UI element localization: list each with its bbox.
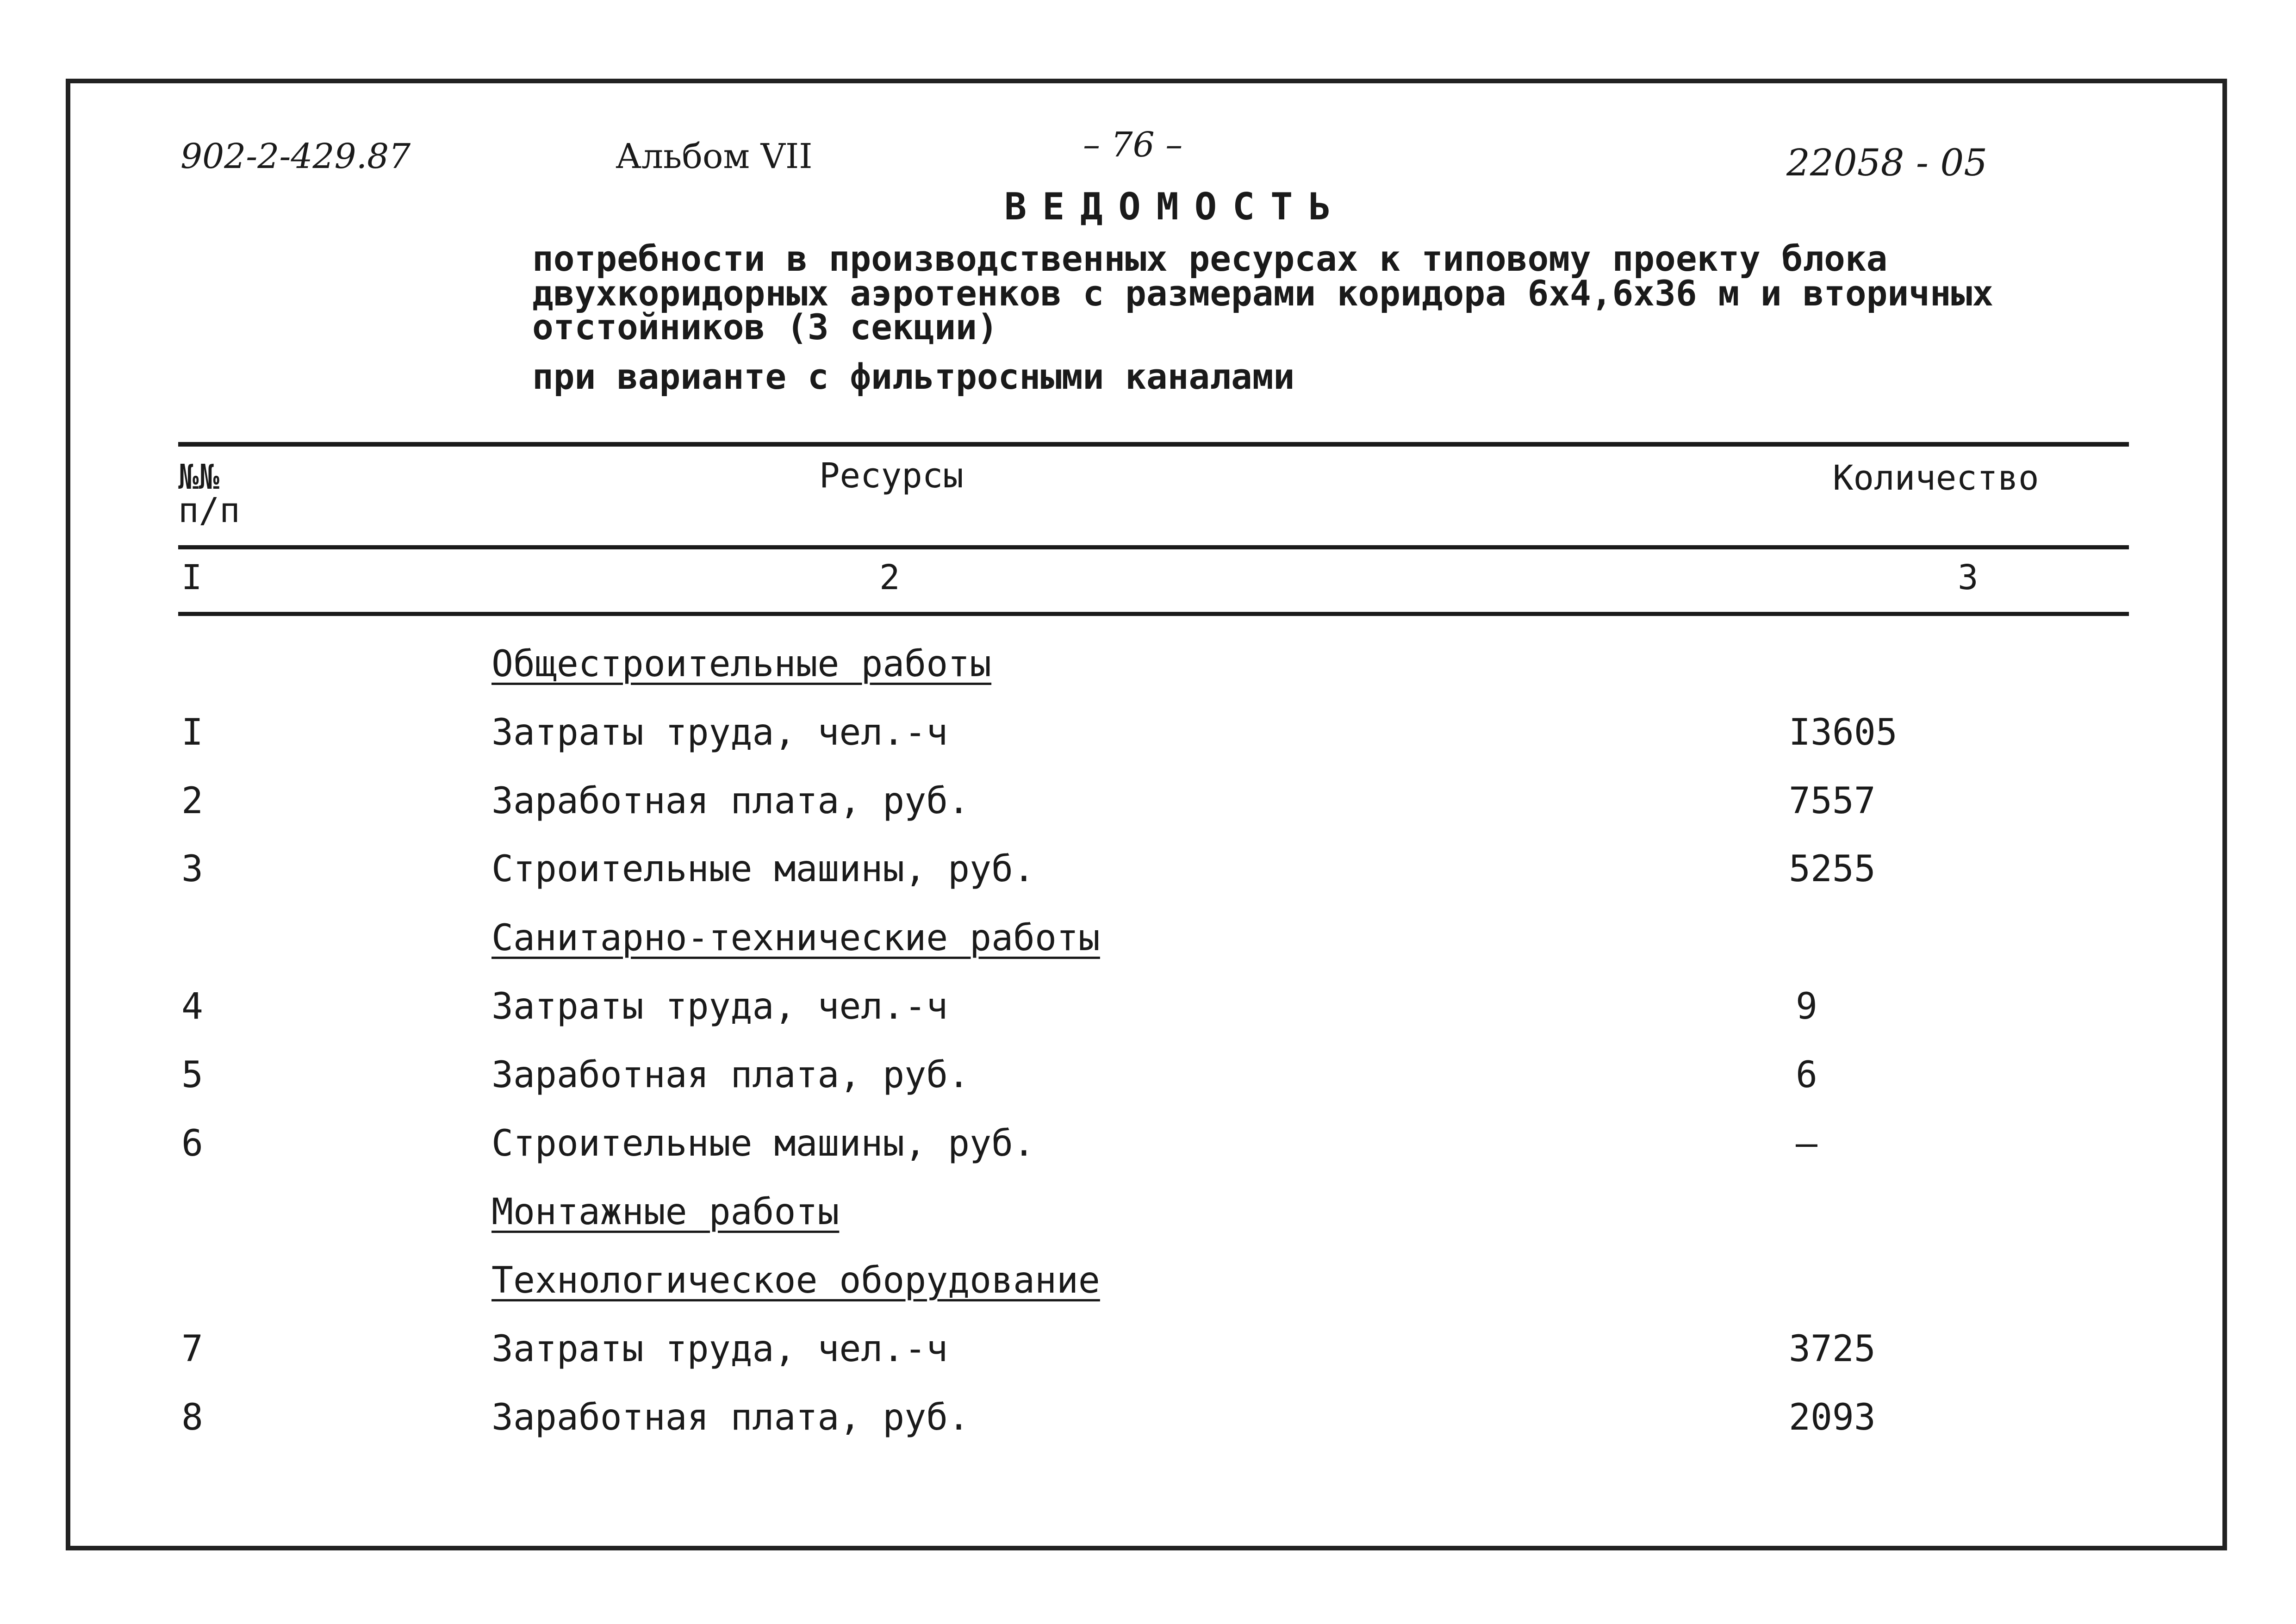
- col-num-header-line1: №№: [178, 457, 220, 497]
- row-quantity: 2093: [1789, 1397, 1876, 1438]
- row-number: 7: [181, 1328, 203, 1370]
- row-number: 3: [181, 848, 203, 890]
- col-num-header-line2: п/п: [178, 491, 240, 530]
- row-number: 6: [181, 1123, 203, 1164]
- row-resource: Строительные машины, руб.: [492, 1123, 1035, 1164]
- col-number-3: 3: [1958, 558, 1979, 597]
- row-quantity: 7557: [1789, 780, 1876, 822]
- document-title: ВЕДОМОСТЬ: [1004, 185, 1347, 228]
- row-quantity: –: [1796, 1123, 1817, 1164]
- row-quantity: 9: [1796, 986, 1817, 1027]
- subtitle-line-3: отстойников (3 секции): [532, 306, 998, 348]
- row-number: 2: [181, 780, 203, 822]
- row-resource: Затраты труда, чел.-ч: [492, 1328, 948, 1370]
- table-numbers-rule: [178, 612, 2129, 616]
- row-number: 5: [181, 1054, 203, 1096]
- row-number: I: [181, 712, 203, 753]
- variant-line: при варианте с фильтросными каналами: [532, 356, 1295, 397]
- row-quantity: 6: [1796, 1054, 1817, 1096]
- sheet-code: 22058 - 05: [1786, 141, 1988, 184]
- row-quantity: 5255: [1789, 848, 1876, 890]
- section-subtitle: Технологическое оборудование: [492, 1260, 1100, 1301]
- row-resource: Затраты труда, чел.-ч: [492, 712, 948, 753]
- album-label: Альбом VII: [616, 137, 813, 176]
- doc-number: 902-2-429.87: [180, 137, 411, 176]
- col-number-2: 2: [879, 558, 900, 597]
- subtitle-line-2: двухкоридорных аэротенков с размерами коридора 6х4,6х36 м и вторичных: [532, 273, 1994, 314]
- row-resource: Заработная плата, руб.: [492, 780, 970, 822]
- section-title: Общестроительные работы: [492, 643, 992, 685]
- section-title: Санитарно-технические работы: [492, 917, 1100, 959]
- row-quantity: 3725: [1789, 1328, 1876, 1370]
- row-quantity: I3605: [1789, 712, 1898, 753]
- col-num-header: [178, 457, 240, 530]
- table-top-rule: [178, 442, 2129, 447]
- table-header-rule: [178, 545, 2129, 549]
- col-quantity-header: Количество: [1833, 458, 2039, 498]
- subtitle-line-1: потребности в производственных ресурсах к типовому проекту блока: [532, 238, 1888, 279]
- section-title: Монтажные работы: [492, 1191, 840, 1233]
- col-number-1: I: [181, 558, 202, 597]
- row-resource: Заработная плата, руб.: [492, 1397, 970, 1438]
- row-resource: Строительные машины, руб.: [492, 848, 1035, 890]
- row-resource: Затраты труда, чел.-ч: [492, 986, 948, 1027]
- col-resources-header: Ресурсы: [819, 456, 964, 496]
- row-number: 4: [181, 986, 203, 1027]
- row-number: 8: [181, 1397, 203, 1438]
- page-number: – 76 –: [1083, 125, 1183, 165]
- row-resource: Заработная плата, руб.: [492, 1054, 970, 1096]
